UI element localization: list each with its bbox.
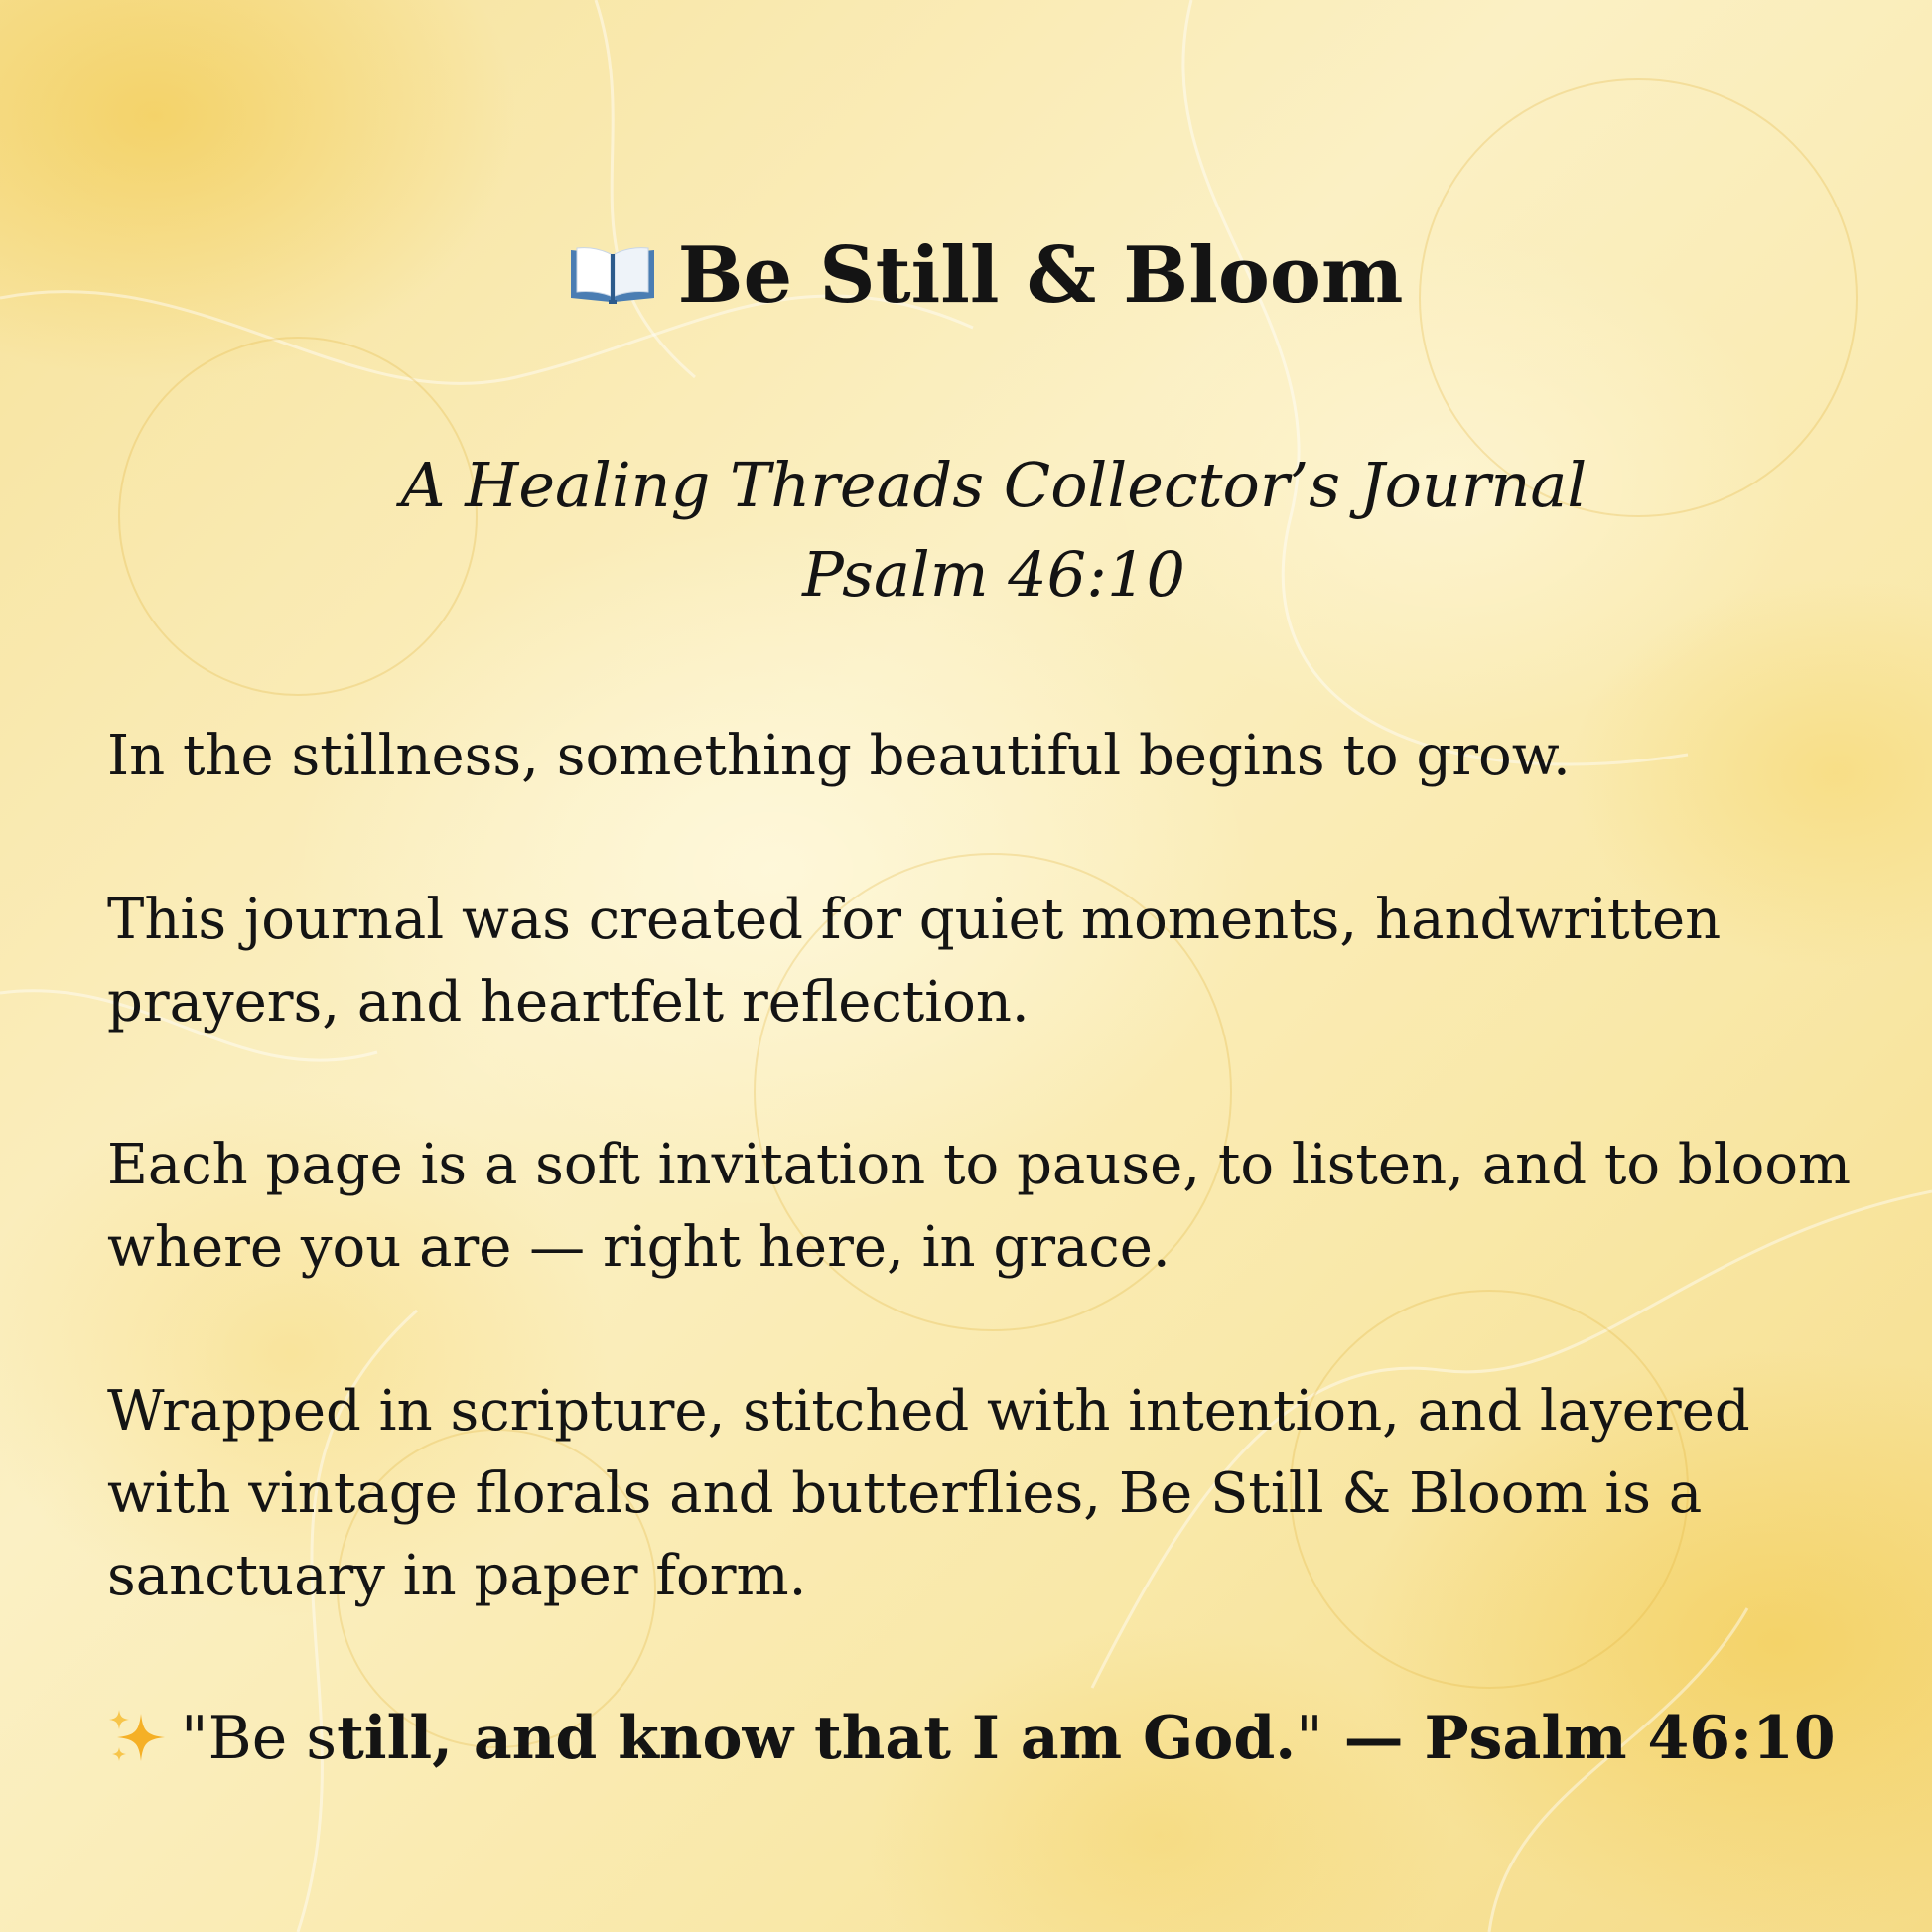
quote-attribution: — Psalm 46:10 xyxy=(1322,1704,1836,1773)
page-title xyxy=(0,226,1932,326)
open-book-icon xyxy=(569,244,656,304)
quote-opening: "Be s xyxy=(181,1704,338,1773)
quote-closing-mark: " xyxy=(1296,1704,1323,1773)
sparkles-icon xyxy=(107,1706,169,1767)
subtitle-verse: Psalm 46:10 xyxy=(802,538,1185,611)
paragraph-invitation: Each page is a soft invitation to pause, to listen, and to bloom where you are — right here, in grace. xyxy=(107,1133,1852,1280)
paragraph-purpose: This journal was created for quiet moments, handwritten prayers, and heartfelt reflection. xyxy=(107,888,1722,1035)
paragraph-description: Wrapped in scripture, stitched with intention, and layered with vintage florals and butterflies, Be Still & Bloom is a sanctuary in paper form. xyxy=(107,1379,1750,1608)
title-text: Be Still & Bloom xyxy=(677,230,1404,321)
quote-emphasis: till, and know that I am God. xyxy=(337,1704,1297,1773)
paragraph-stillness: In the stillness, something beautiful begins to grow. xyxy=(107,724,1571,788)
scripture-quote xyxy=(107,1694,1884,1783)
subtitle-collection: A Healing Threads Collector’s Journal xyxy=(400,449,1587,521)
